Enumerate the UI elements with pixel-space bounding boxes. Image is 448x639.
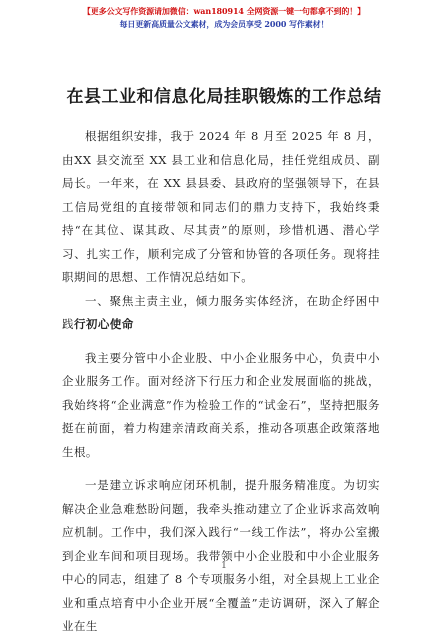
section-1-heading-bold: 行初心使命: [73, 317, 134, 331]
promo-banner-line-2: 每日更新高质量公文素材，成为会员享受 2000 写作素材！: [119, 19, 329, 29]
page-number: 1: [221, 561, 227, 571]
section-1-paragraph-2: 一是建立诉求响应闭环机制，提升服务精准度。为切实解决企业急难愁盼问题，我牵头推动建立了企业诉求高效响应机制。工作中，我们深入践行“一线工作法”，将办公室搬到企业车间和项目现场。我带领中小企业股和中小企业服务中心的同志，组建了 8 个专项服务小组，对全县规上工业企业和重点培育中小企业开展“全覆盖”走访调研，深入了解企业在生: [62, 478, 380, 633]
paragraph-gap: [62, 464, 380, 474]
paragraph-gap: [62, 337, 380, 347]
intro-paragraph: 根据组织安排，我于 2024 年 8 月至 2025 年 8 月，由XX 县交流至 XX 县工业和信息化局，挂任党组成员、副局长。一年来，在 XX 县县委、县政府的坚强领导下，在县工信局党组的直接带领和同志们的鼎力支持下，我始终秉持“在其位、谋其政、尽其责”的原则，珍惜机遇、潜心学习、扎实工作，顺利完成了分管和协管的各项任务。现将挂职期间的思想、工作情况总结如下。: [62, 129, 380, 284]
document-title: 在县工业和信息化局挂职锻炼的工作总结: [66, 87, 382, 107]
section-1-heading-text: 一、聚焦主责主业，倾力服务实体经济，在助企纾困中践: [62, 293, 380, 331]
promo-banner-line-1: 【更多公文写作资源请加微信：wan180914 全网资源一键一句都拿不到的！】: [82, 6, 366, 16]
section-1-paragraph-1: 我主要分管中小企业股、中小企业服务中心，负责中小企业服务工作。面对经济下行压力和企业发展面临的挑战，我始终将“企业满意”作为检验工作的“试金石”，坚持把服务挺在前面，着力构建亲清政商关系，推动各项惠企政策落地生根。: [62, 350, 380, 459]
section-1-heading: [62, 290, 380, 337]
